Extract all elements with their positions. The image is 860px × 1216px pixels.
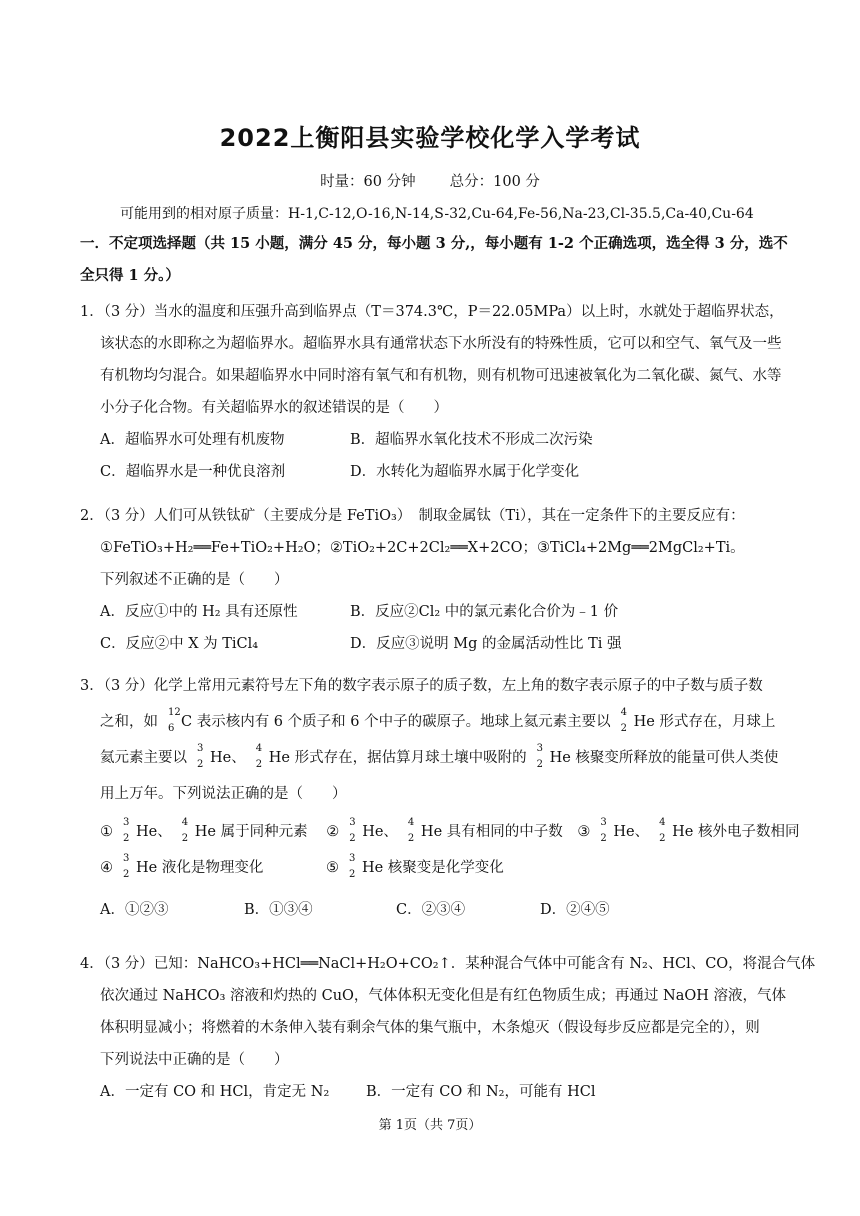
atomic-number: 2	[407, 833, 415, 844]
option-d: D．反应③说明 Mg 的金属活动性比 Ti 强	[350, 636, 622, 652]
option-a: A．超临界水可处理有机废物	[100, 432, 285, 448]
atomic-number: 2	[536, 759, 543, 770]
isotope-he4	[659, 818, 671, 844]
question-stem: 1．（3 分）当水的温度和压强升高到临界点（T＝374.3℃，P＝22.05MPa）以上时，水就处于超临界状态，该状态的水即称之为超临界水。超临界水具有通常状态下水所没有的特殊性质，它可以和空气、氧气及一些有机物均匀混合。如果超临界水中同时溶有氧气和有机物，则有机物可迅速被氧化为二氧化碳、氮气、水等小分子化合物。有关超临界水的叙述错误的是（ ）	[80, 304, 784, 416]
page-footer: 第 1页（共 7页）	[378, 1118, 482, 1133]
atomic-number: 2	[659, 833, 666, 844]
text-run: 氦元素主要以	[100, 750, 187, 766]
option-c: C．超临界水是一种优良溶剂	[100, 464, 286, 480]
question-2	[80, 500, 790, 660]
option-b: B．一定有 CO 和 N₂，可能有 HCl	[366, 1084, 596, 1100]
question-stem-line: 4．（3 分）已知：NaHCO₃+HCl══NaCl+H₂O+CO₂↑．某种混合气体中可能含有 N₂、HCl、CO，将混合气体	[80, 956, 816, 972]
option-b: B．①③④	[244, 902, 313, 918]
text-run: He 形式存在，据估算月球土壤中吸附的	[268, 750, 527, 766]
atomic-number: 2	[123, 833, 130, 844]
mass-number: 12	[168, 707, 181, 718]
statement-number: ②	[326, 824, 340, 840]
section-heading: 一．不定项选择题（共 15 小题，满分 45 分，每小题 3 分,，每小题有 1-2 个正确选项，选全得 3 分，选不全只得 1 分。）	[80, 235, 788, 284]
isotope-he3	[123, 854, 135, 880]
option-d: D．②④⑤	[540, 902, 610, 918]
mass-number: 4	[407, 817, 415, 828]
mass-number: 3	[348, 853, 356, 864]
statement-row	[80, 850, 790, 886]
mass-number: 4	[659, 817, 666, 828]
question-stem-line: 依次通过 NaHCO₃ 溶液和灼热的 CuO，气体体积无变化但是有红色物质生成；再通过 NaOH 溶液，气体	[100, 988, 786, 1004]
text-run: He 液化是物理变化	[136, 860, 264, 876]
mass-number: 3	[123, 817, 130, 828]
question-stem-line: 体积明显减小；将燃着的木条伸入装有剩余气体的集气瓶中，木条熄灭（假设每步反应都是完全的），则	[100, 1020, 760, 1036]
question-stem-line	[80, 740, 790, 776]
atomic-masses: 可能用到的相对原子质量：H-1,C-12,O-16,N-14,S-32,Cu-64,Fe-56,Na-23,Cl-35.5,Ca-40,Cu-64	[120, 206, 754, 222]
mass-number: 3	[600, 817, 607, 828]
isotope-he3	[123, 818, 135, 844]
isotope-c12	[168, 708, 180, 734]
option-a: A．一定有 CO 和 HCl，肯定无 N₂	[100, 1084, 330, 1100]
option-c: C．反应②中 X 为 TiCl₄	[100, 636, 259, 652]
isotope-he3	[197, 744, 209, 770]
option-b: B．超临界水氧化技术不形成二次污染	[350, 432, 593, 448]
text-run: 之和，如	[100, 714, 158, 730]
option-a: A．①②③	[100, 902, 169, 918]
isotope-he4	[621, 708, 633, 734]
isotope-he4	[256, 744, 268, 770]
atomic-number: 2	[620, 723, 627, 734]
time-limit: 时量：60 分钟	[320, 174, 416, 190]
atomic-number: 2	[255, 759, 263, 770]
isotope-he4	[408, 818, 420, 844]
atomic-number: 2	[197, 759, 204, 770]
option-a: A．反应①中的 H₂ 具有还原性	[100, 604, 298, 620]
question-stem-line	[80, 704, 790, 740]
mass-number: 4	[181, 817, 189, 828]
isotope-he3	[600, 818, 612, 844]
statement-number: ⑤	[325, 860, 339, 876]
statement-number: ③	[577, 824, 591, 840]
text-run: C 表示核内有 6 个质子和 6 个中子的碳原子。地球上氦元素主要以	[181, 714, 611, 730]
statement-row	[80, 814, 800, 850]
question-stem-line: 3．（3 分）化学上常用元素符号左下角的数字表示原子的质子数，左上角的数字表示原子的中子数与质子数	[80, 678, 763, 694]
atomic-number: 2	[181, 833, 189, 844]
option-row	[80, 628, 790, 660]
mass-number: 4	[620, 707, 627, 718]
atomic-number: 2	[349, 833, 356, 844]
mass-number: 4	[255, 743, 263, 754]
text-run: He、	[362, 824, 398, 840]
option-b: B．反应②Cl₂ 中的氯元素化合价为﹣1 价	[350, 604, 619, 620]
text-run: He 形式存在，月球上	[633, 714, 776, 730]
isotope-he3	[349, 854, 361, 880]
text-run: He 核聚变是化学变化	[361, 860, 504, 876]
option-row	[80, 456, 790, 488]
statement-number: ④	[100, 860, 113, 876]
isotope-he3	[537, 744, 549, 770]
atomic-number: 2	[348, 869, 356, 880]
option-row	[80, 596, 790, 628]
question-3	[80, 668, 800, 928]
mass-number: 3	[536, 743, 543, 754]
mass-number: 3	[349, 817, 356, 828]
option-row	[80, 892, 790, 928]
question-ask: 用上万年。下列说法正确的是（ ）	[100, 786, 347, 802]
statement-number: ①	[100, 824, 113, 840]
option-c: C．②③④	[396, 902, 466, 918]
text-run: He 核聚变所释放的能量可供人类使	[549, 750, 779, 766]
exam-meta	[0, 170, 860, 191]
atomic-number: 2	[123, 869, 130, 880]
isotope-he3	[349, 818, 361, 844]
question-stem: 2．（3 分）人们可从铁钛矿（主要成分是 FeTiO₃） 制取金属钛（Ti），其在一定条件下的主要反应有：	[80, 508, 745, 524]
reaction-equations: ①FeTiO₃+H₂══Fe+TiO₂+H₂O；②TiO₂+2C+2Cl₂══X+2CO；③TiCl₄+2Mg══2MgCl₂+Ti。	[100, 540, 745, 556]
option-d: D．水转化为超临界水属于化学变化	[350, 464, 580, 480]
text-run: He 具有相同的中子数	[420, 824, 563, 840]
total-score: 总分：100 分	[449, 174, 540, 190]
text-run: He、	[613, 824, 650, 840]
option-row	[80, 424, 790, 456]
isotope-he4	[182, 818, 194, 844]
text-run: He 属于同种元素	[194, 824, 308, 840]
question-ask: 下列叙述不正确的是（ ）	[100, 572, 289, 588]
atomic-number: 2	[600, 833, 607, 844]
option-row	[80, 1076, 790, 1108]
atomic-number: 6	[168, 723, 175, 734]
question-ask: 下列说法中正确的是（ ）	[100, 1052, 289, 1068]
text-run: He、	[136, 824, 172, 840]
text-run: He、	[210, 750, 246, 766]
mass-number: 3	[123, 853, 130, 864]
question-4	[80, 948, 816, 1108]
question-1	[80, 296, 790, 488]
mass-number: 3	[197, 743, 204, 754]
page-title: 2022上衡阳县实验学校化学入学考试	[219, 124, 641, 152]
text-run: He 核外电子数相同	[672, 824, 800, 840]
